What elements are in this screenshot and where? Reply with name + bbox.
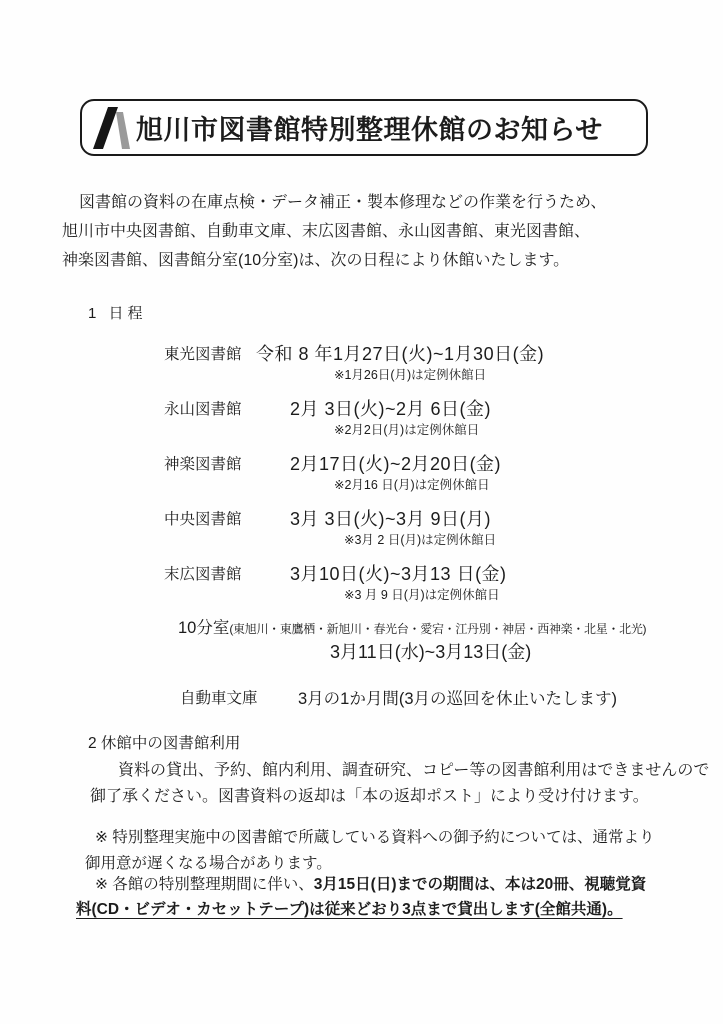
page-title: 旭川市図書館特別整理休館のお知らせ [136,115,603,145]
branch-rooms-list: (東旭川・東鷹栖・新旭川・春光台・愛宕・江丹別・神居・西神楽・北星・北光) [229,622,647,636]
regular-closure-note: ※2月16 日(月)は定例休館日 [334,478,490,492]
asahikawa-city-logo-icon [92,107,132,149]
closure-period: 3月11日(水)~3月13日(金) [330,642,532,662]
schedule-row-nagayama [0,395,723,445]
note-prefix: ※ 各館の特別整理期間に伴い、 [95,876,314,893]
note-lending-limit-line: 料(CD・ビデオ・カセットテープ)は従来どおり3点まで貸出します(全館共通)。 [76,901,623,918]
branch-rooms-name: 10分室 [178,619,230,637]
regular-closure-note: ※3月 2 日(月)は定例休館日 [344,533,497,547]
closure-period: 2月 3日(火)~2月 6日(金) [290,399,492,419]
closure-period: 3月10日(火)~3月13 日(金) [290,564,507,584]
regular-closure-note: ※2月2日(月)は定例休館日 [334,423,480,437]
section1-heading: 1 日程 [88,305,147,322]
section2-heading: 2 休館中の図書館利用 [88,735,241,752]
library-name: 自動車文庫 [180,690,258,707]
regular-closure-note: ※3 月 9 日(月)は定例休館日 [344,588,500,602]
regular-closure-note: ※1月26日(月)は定例休館日 [334,368,487,382]
title-banner [80,99,648,156]
intro-line: 旭川市中央図書館、自動車文庫、末広図書館、永山図書館、東光図書館、 [62,223,591,240]
intro-line: 図書館の資料の在庫点検・データ補正・製本修理などの作業を行うため、 [79,194,607,211]
schedule-row-toko [0,340,723,390]
closure-period: 3月 3日(火)~3月 9日(月) [290,509,492,529]
schedule-row-kagura [0,450,723,500]
library-name: 永山図書館 [164,401,242,418]
schedule-row-branch-rooms [178,614,708,662]
schedule-row-suehiro [0,560,723,610]
library-name: 中央図書館 [164,511,242,528]
library-name: 東光図書館 [164,346,242,363]
intro-line: 神楽図書館、図書館分室(10分室)は、次の日程により休館いたします。 [62,252,570,269]
closure-period: 令和 8 年1月27日(火)~1月30日(金) [256,344,545,364]
library-name: 末広図書館 [164,566,242,583]
closure-period: 3月の1か月間(3月の巡回を休止いたします) [298,690,618,708]
note-lending-limit-line [95,872,646,894]
library-name: 神楽図書館 [164,456,242,473]
closure-period: 2月17日(火)~2月20日(金) [290,454,502,474]
note-reservation-line: ※ 特別整理実施中の図書館で所蔵している資料への御予約については、通常より [95,829,655,846]
note-reservation-line: 御用意が遅くなる場合があります。 [85,855,332,872]
intro-paragraph [62,188,672,275]
section2-body-line: 資料の貸出、予約、館内利用、調査研究、コピー等の図書館利用はできませんので [118,762,710,779]
schedule-row-chuo [0,505,723,555]
section2-body-line: 御了承ください。図書資料の返却は「本の返却ポスト」により受け付けます。 [90,788,649,805]
note-bold-text: 3月15日(日)までの期間は、本は20冊、視聴覚資 [313,876,647,893]
schedule-row-bookmobile [180,686,700,708]
